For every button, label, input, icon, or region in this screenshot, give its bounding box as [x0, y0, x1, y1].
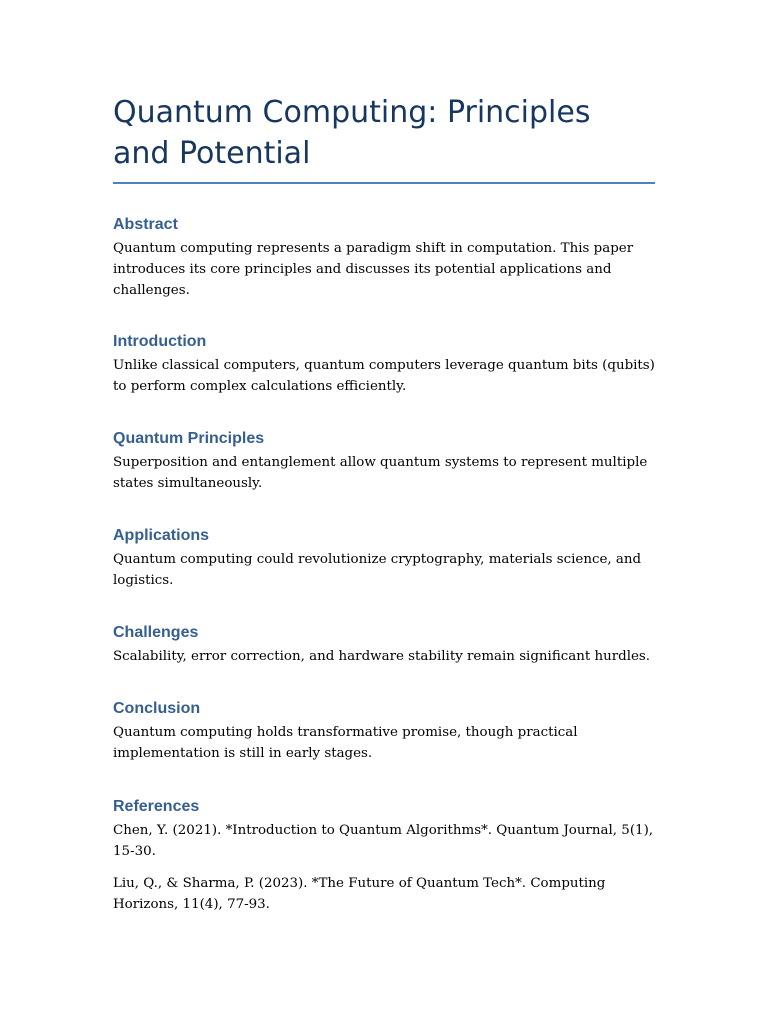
section-heading-introduction: Introduction: [113, 333, 207, 350]
section-body-abstract: Quantum computing represents a paradigm shift in computation. This paper introduces its core principles and discusses its potential applications and challenges.: [113, 241, 634, 298]
document-title: Quantum Computing: Principles and Potential: [113, 95, 591, 171]
document-page: [113, 92, 655, 915]
section-conclusion: [113, 699, 655, 764]
section-heading-references: References: [113, 798, 200, 815]
section-applications: [113, 526, 655, 591]
section-references: [113, 797, 655, 915]
section-heading-quantum-principles: Quantum Principles: [113, 430, 265, 447]
section-body-applications: Quantum computing could revolutionize cryptography, materials science, and logistics.: [113, 552, 642, 588]
section-body-conclusion: Quantum computing holds transformative promise, though practical implementation is still in early stages.: [113, 725, 578, 761]
section-heading-conclusion: Conclusion: [113, 700, 201, 717]
section-heading-abstract: Abstract: [113, 216, 178, 233]
section-body-challenges: Scalability, error correction, and hardware stability remain significant hurdles.: [113, 649, 651, 664]
reference-item: Chen, Y. (2021). *Introduction to Quantum Algorithms*. Quantum Journal, 5(1), 15-30.: [113, 823, 654, 859]
section-quantum-principles: [113, 429, 655, 494]
title-divider: [113, 182, 655, 184]
section-challenges: [113, 623, 655, 667]
reference-item: Liu, Q., & Sharma, P. (2023). *The Future of Quantum Tech*. Computing Horizons, 11(4), 77-93.: [113, 876, 606, 912]
section-heading-challenges: Challenges: [113, 624, 199, 641]
section-body-quantum-principles: Superposition and entanglement allow quantum systems to represent multiple states simultaneously.: [113, 455, 648, 491]
section-abstract: [113, 215, 655, 301]
section-heading-applications: Applications: [113, 527, 210, 544]
section-introduction: [113, 332, 655, 397]
section-body-introduction: Unlike classical computers, quantum computers leverage quantum bits (qubits) to perform complex calculations efficiently.: [113, 358, 655, 394]
